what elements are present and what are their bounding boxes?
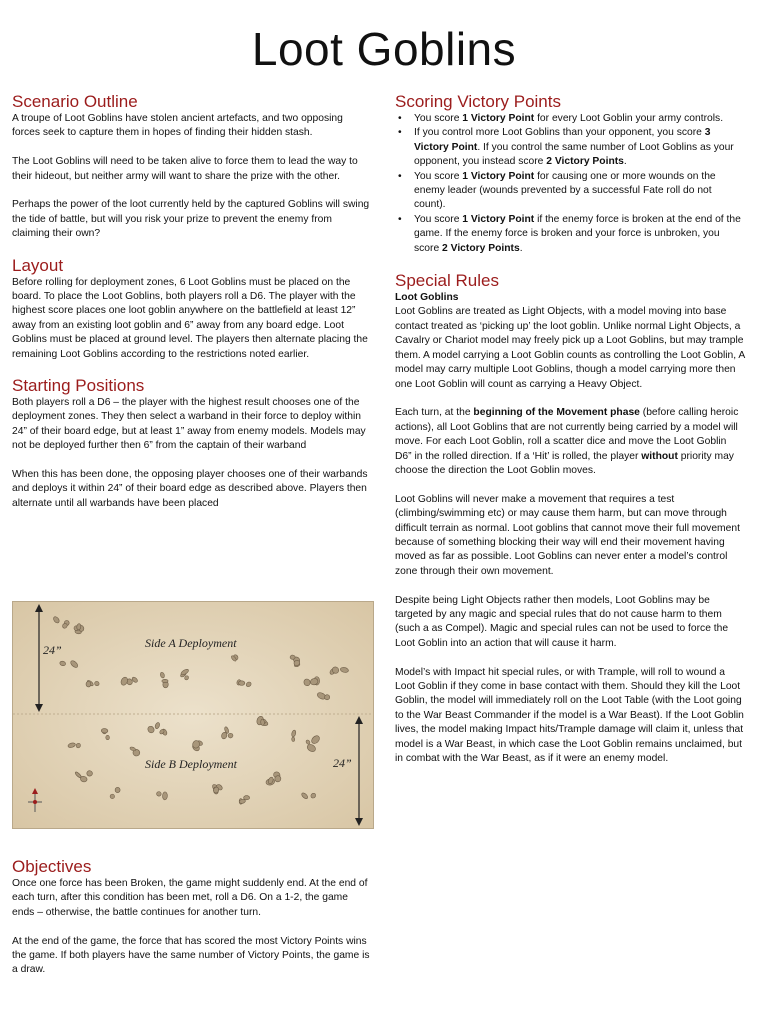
side-b-label: Side B Deployment <box>145 757 237 771</box>
left-column <box>12 92 370 511</box>
terrain-rock <box>261 719 265 726</box>
terrain-rock <box>290 655 295 660</box>
special-paragraph-2: Each turn, at the beginning of the Movement phase (before calling heroic actions), all Loot Goblins that are not currently being carried by a model will move. For each Loot Goblin, roll a scatter dice and move the Loot Goblin D6” in the rolled direction. If a ‘Hit’ is rolled, the player without priority may choose the direction the Loot Goblin moves. <box>395 407 739 476</box>
deployment-map <box>12 601 374 829</box>
terrain-rock <box>238 681 244 686</box>
side-a-label: Side A Deployment <box>145 636 237 650</box>
special-paragraph-4: Despite being Light Objects rather then models, Loot Goblins may be targeted by any magic and special rules that do not cause harm to them (such a as Compel). Magic and special rules can not be used to force the Loot Goblin into an action that will cause it harm. <box>395 594 729 649</box>
scoring-heading: Scoring Victory Points <box>395 92 561 111</box>
objectives-section <box>12 857 370 978</box>
scoring-item-2: • If you control more Loot Goblins than your opponent, you score 3 Victory Point. If you control the same number of Loot Goblins as your opponent, you instead score 2 Victory Points. <box>395 126 745 169</box>
terrain-rock <box>162 679 168 683</box>
starting-paragraph-2: When this has been done, the opposing player chooses one of their warbands and deploys it within 24” of their board edge as described above. Players then alternate until all warbands have been placed <box>12 469 368 509</box>
page-title: Loot Goblins <box>251 23 517 75</box>
layout-heading: Layout <box>12 255 64 275</box>
scenario-paragraph-3: Perhaps the power of the loot currently held by the captured Goblins will swing the tide of battle, but will you risk your prize to prevent the enemy from claiming their own? <box>12 199 370 240</box>
objectives-paragraph-1: Once one force has been Broken, the game might suddenly end. At the end of each turn, after this condition has been met, roll a D6. On a 1-2, the game ends – otherwise, the battle continues for another turn. <box>12 878 368 918</box>
scoring-item-1: • You score 1 Victory Point for every Loot Goblin your army controls. <box>395 112 745 126</box>
scoring-item-3: • You score 1 Victory Point for causing one or more wounds on the enemy leader (wounds prevented by a successful Fate roll do not count). <box>395 170 745 213</box>
deployment-map-svg <box>13 602 373 828</box>
terrain-rock <box>86 681 91 687</box>
special-rules-heading: Special Rules <box>395 271 499 291</box>
scenario-paragraph-1: A troupe of Loot Goblins have stolen ancient artefacts, and two opposing forces seek to capture them in hopes of finding their hidden stash. <box>12 113 343 139</box>
terrain-rock <box>101 728 108 733</box>
terrain-rock <box>106 735 110 740</box>
loot-goblins-subheading: Loot Goblins <box>395 292 459 304</box>
special-paragraph-1: Loot Goblins are treated as Light Objects, with a model moving into base contact treated as ‘picking up’ the loot goblin. Unlike normal Light Objects, a Cavalry or Chariot model may freely pick up a Loot Goblins, but may trample them. A model carrying a Loot Goblin counts as controlling the Loot Goblin, A model may carry multiple Loot Goblins, though a model carrying more then one Loot Goblin will count as carrying a Heavy Object. <box>395 306 745 390</box>
scoring-list <box>395 112 745 256</box>
special-paragraph-5: Model’s with Impact hit special rules, or with Trample, will roll to wound a Loot Goblin if they come in base contact with them. Should they kill the Loot Goblin, the model will immediately roll on the Loot Table (with the Loot going to the War Beast Commander if the model is a War Beast). If the Loot Goblin lives, the model making Impact hits/Trample damage will claim it, unless that model is a War Beast, in which case the Loot Goblin remains unclaimed, but in combat with the War Beast, as if it were an enemy model. <box>395 666 744 764</box>
objectives-heading: Objectives <box>12 857 92 876</box>
terrain-rock <box>292 737 295 742</box>
starting-paragraph-1: Both players roll a D6 – the player with the highest result chooses one of the deployment zones. They then select a warband in their force to deploy within 24” of their board edge, but at least 1” away from enemy models. Models may not be deployed further then 6” from the captain of their warband <box>12 397 366 452</box>
side-b-distance-label: 24” <box>333 756 352 770</box>
terrain-rock <box>115 787 120 793</box>
starting-positions-heading: Starting Positions <box>12 376 145 396</box>
right-column <box>395 92 745 766</box>
scenario-outline-heading: Scenario Outline <box>12 92 138 111</box>
layout-paragraph: Before rolling for deployment zones, 6 Loot Goblins must be placed on the board. To place the Loot Goblins, both players roll a D6. The player with the highest score places one loot goblin anywhere on the battlefield at least 12” away from an existing loot goblin and 6” away from any board edge. Loot Goblins must be placed at ground level. The players then alternate placing the remaining Loot Goblins according to the restrictions noted earlier. <box>12 276 368 360</box>
side-a-distance-label: 24” <box>43 643 62 657</box>
special-paragraph-3: Loot Goblins will never make a movement that requires a test (climbing/swimming etc) or may cause them harm, but can move through difficult terrain as normal. Loot goblins that cannot move their full movement because of something blocking their way will end their movement having moved as far as possible. Loot Goblins can never enter a model’s control zone through their own movement. <box>395 493 740 577</box>
terrain-rock <box>162 792 167 800</box>
scoring-item-4: • You score 1 Victory Point if the enemy force is broken at the end of the game. If the enemy force is broken and your force is unbroken, you score 2 Victory Points. <box>395 213 745 256</box>
scenario-paragraph-2: The Loot Goblins will need to be taken alive to force them to lead the way to their hideout, but neither army will want to share the prize with the other. <box>12 156 358 182</box>
objectives-paragraph-2: At the end of the game, the force that has scored the most Victory Points wins the game. If both players have the same number of Victory Points, the game is a draw. <box>12 935 370 976</box>
